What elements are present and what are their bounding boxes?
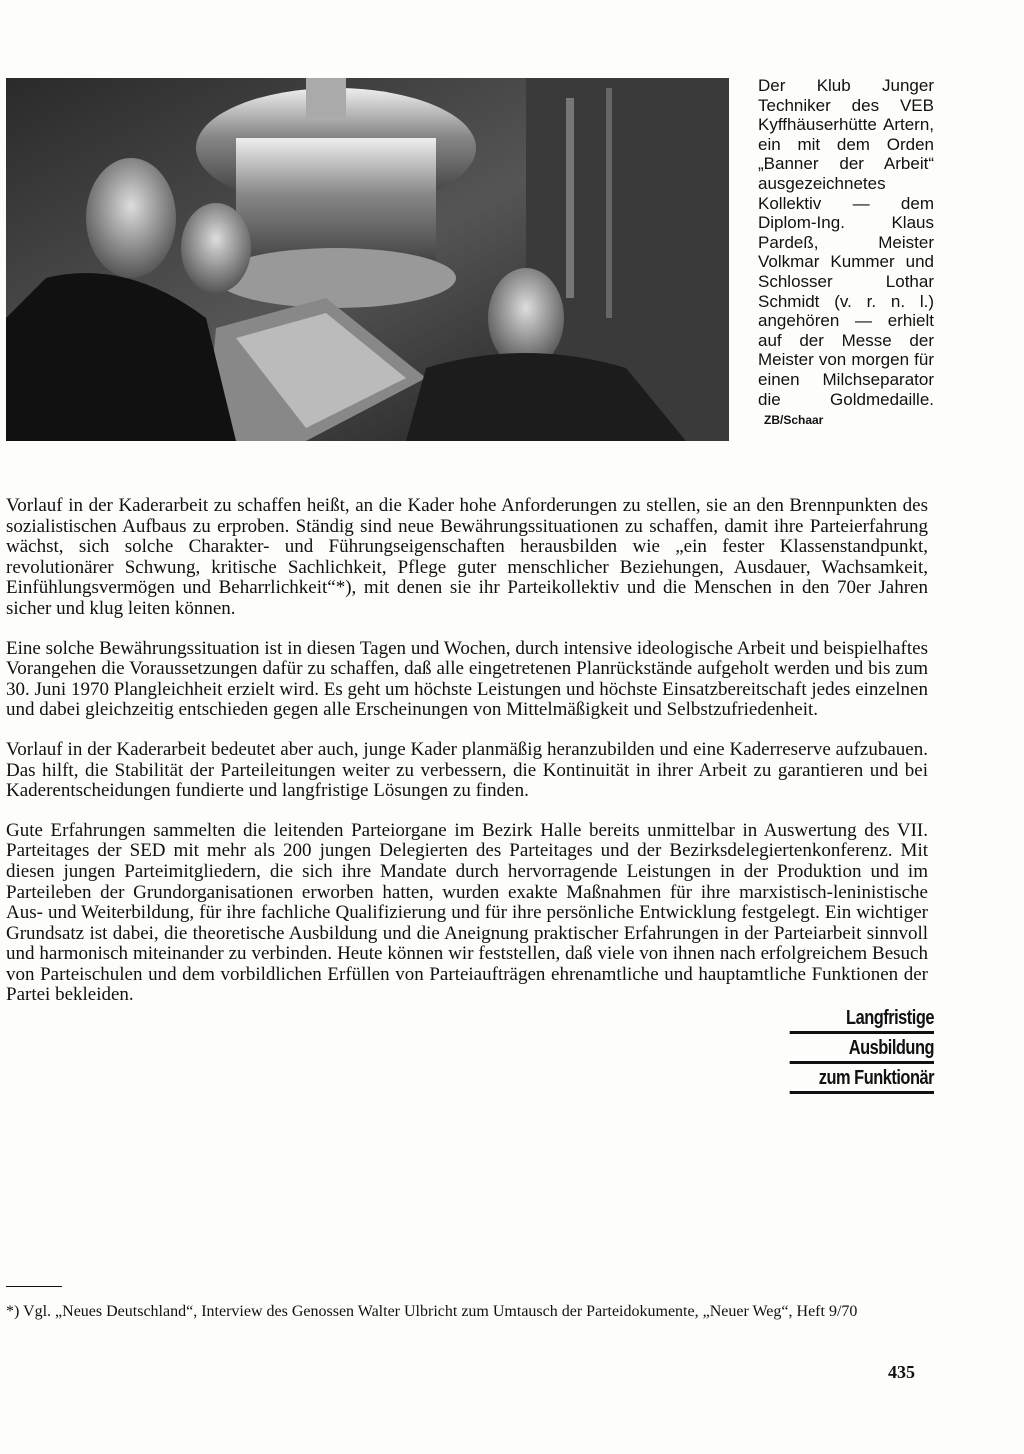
footnote-divider [6,1286,62,1287]
footnote: *) Vgl. „Neues Deutschland“, Interview des Genossen Walter Ulbricht zum Umtausch der Parteidokumente, „Neuer Weg“, Heft 9/70 [6,1303,858,1320]
side-heading-line: Ausbildung [790,1034,934,1064]
photograph-icon [6,78,729,441]
paragraph: Eine solche Bewährungssituation ist in diesen Tagen und Wochen, durch intensive ideologische Arbeit und beispielhaftes Vorangehen die Voraussetzungen dafür zu schaffen, daß alle eingetretenen Planrückstände aufgeholt werden und bis zum 30. Juni 1970 Plangleichheit erzielt wird. Es geht um höchste Leistungen und höchste Einsatzbereitschaft jedes einzelnen und dabei gleichzeitig entschieden gegen alle Erscheinungen von Mittelmäßigkeit und Selbstzufriedenheit. [6,637,928,721]
photo-credit: ZB/Schaar [764,413,824,428]
side-heading [790,1004,934,1094]
side-heading-line: Langfristige [790,1004,934,1034]
page-number: 435 [888,1362,915,1382]
photo-caption [758,76,934,431]
paragraph: Gute Erfahrungen sammelten die leitenden Parteiorgane im Bezirk Halle bereits unmittelbar in Auswertung des VII. Parteitages der SED mit mehr als 200 jungen Delegierten des Parteitages und der Bezirksdelegiertenkonferenz. Mit diesen jungen Parteimitgliedern, die sich ihre Mandate durch hervorragende Leistungen in der Produktion und im Parteileben der Grundorganisationen erworben hatten, wurden exakte Maßnahmen für ihre marxistisch-leninistische Aus- und Weiterbildung, für ihre fachliche Qualifizierung und für ihre persönliche Entwicklung festgelegt. Ein wichtiger Grundsatz ist dabei, die theoretische Ausbildung und die Aneignung praktischer Erfahrungen in der Parteiarbeit sinnvoll und harmonisch miteinander zu verbinden. Heute können wir feststellen, daß viele von ihnen nach erfolgreichem Besuch von Parteischulen und dem vorbildlichen Erfüllen von Parteiaufträgen ehrenamtliche und hauptamtliche Funktionen der Partei bekleiden. [6,819,928,1006]
article-body [6,496,928,1025]
paragraph: Vorlauf in der Kaderarbeit bedeutet aber auch, junge Kader planmäßig heranzubilden und eine Kaderreserve aufzubauen. Das hilft, die Stabilität der Parteileitungen weiter zu verbessern, die Kontinuität in ihrer Arbeit zu garantieren und bei Kaderentscheidungen fundierte und langfristige Lösungen zu finden. [6,738,928,802]
photograph [6,78,729,441]
caption-text: Der Klub Junger Techniker des VEB Kyffhäuserhütte Artern, ein mit dem Orden „Banner der Arbeit“ ausgezeichnetes Kollektiv — dem Diplom-Ing. Klaus Pardeß, Meister Volkmar Kummer und Schlosser Lothar Schmidt (v. r. n. l.) angehören — erhielt auf der Messe der Meister von morgen für einen Milchseparator die Goldmedaille. [758,76,934,409]
side-heading-line: zum Funktionär [790,1064,934,1094]
paragraph: Vorlauf in der Kaderarbeit zu schaffen heißt, an die Kader hohe Anforderungen zu stellen, sie an den Brennpunkten des sozialistischen Aufbaus zu erproben. Ständig sind neue Bewährungssituationen zu schaffen, damit ihre Parteierfahrung wächst, sich solche Charakter- und Führungseigenschaften herausbilden wie „ein fester Klassenstandpunkt, revolutionärer Schwung, kritische Sachlichkeit, Pflege guter menschlicher Beziehungen, Ausdauer, Wachsamkeit, Einfühlungsvermögen und Beharrlichkeit“*), mit denen sie ihr Parteikollektiv und die Menschen in den 70er Jahren sicher und klug leiten können. [6,495,928,619]
